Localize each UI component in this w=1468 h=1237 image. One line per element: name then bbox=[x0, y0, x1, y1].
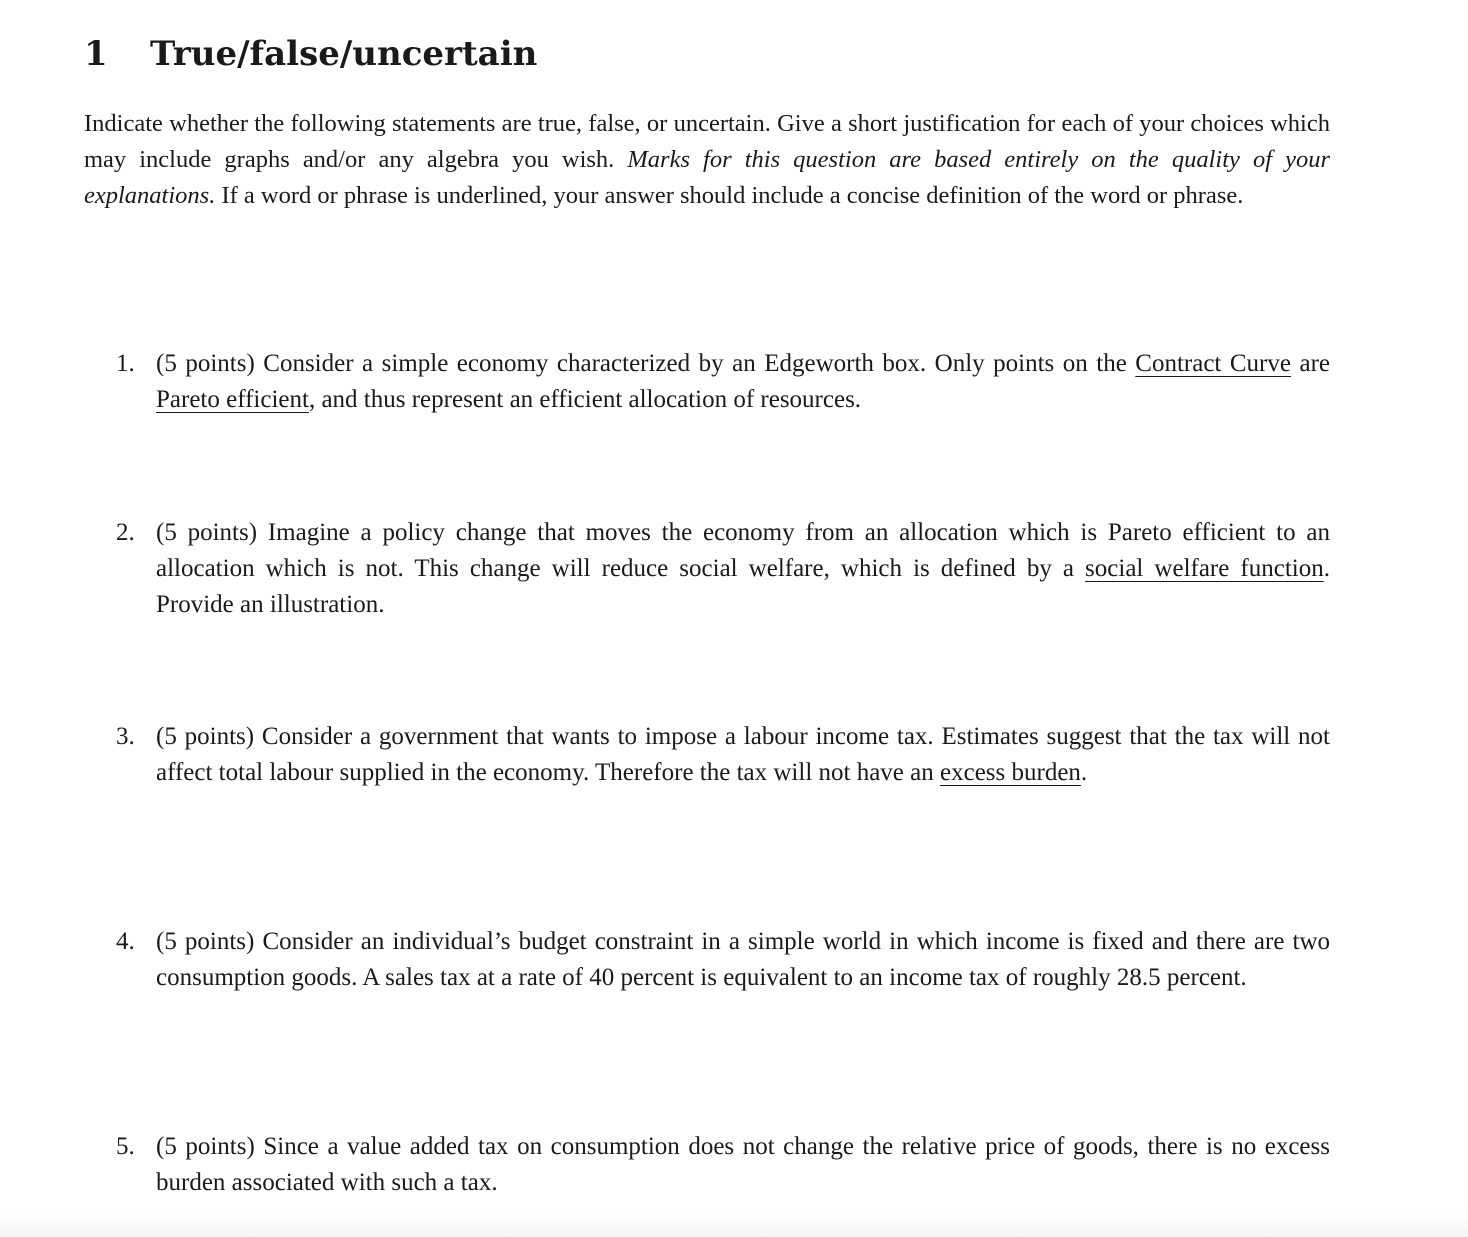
question-text: Consider a simple economy characterized by an Edgeworth box. Only points on the bbox=[263, 350, 1127, 377]
question-body bbox=[156, 1129, 1330, 1201]
question-2 bbox=[116, 515, 1330, 623]
question-3 bbox=[116, 719, 1330, 791]
question-1 bbox=[116, 346, 1330, 418]
question-number: 2. bbox=[116, 519, 135, 546]
page-bottom-edge bbox=[0, 1213, 1468, 1237]
question-text: Since a value added tax on consumption does not change the relative price of goods, there is no excess burden associated with such a tax. bbox=[156, 1133, 1330, 1196]
section-title: True/false/uncertain bbox=[150, 34, 538, 74]
underlined-term-social-welfare-function: social welfare function bbox=[1085, 555, 1324, 582]
question-5 bbox=[116, 1129, 1330, 1201]
question-points: (5 points) bbox=[156, 1133, 255, 1160]
instructions-paragraph bbox=[84, 106, 1330, 214]
section-heading bbox=[84, 32, 537, 76]
question-text: Consider a government that wants to impose a labour income tax. Estimates suggest that the tax will not affect total labour supplied in the economy. Therefore the tax will not have an bbox=[156, 723, 1330, 786]
question-body bbox=[156, 515, 1330, 623]
question-text: Consider an individual’s budget constraint in a simple world in which income is fixed and there are two consumption goods. A sales tax at a rate of 40 percent is equivalent to an income tax of roughly 28.5 percent. bbox=[156, 928, 1331, 991]
question-number: 4. bbox=[116, 928, 135, 955]
question-number: 1. bbox=[116, 350, 135, 377]
underlined-term-excess-burden: excess burden bbox=[940, 759, 1081, 786]
underlined-term-contract-curve: Contract Curve bbox=[1135, 350, 1291, 377]
question-text: . bbox=[1080, 759, 1088, 786]
question-text: . Provide an illustration. bbox=[156, 555, 1330, 618]
underlined-term-pareto-efficient: Pareto efficient bbox=[156, 386, 309, 413]
question-body bbox=[156, 924, 1330, 996]
question-4 bbox=[116, 924, 1330, 996]
question-number: 3. bbox=[116, 723, 135, 750]
instructions-emphasis: Marks for this question are based entirely on the quality of your explanations. bbox=[84, 146, 1330, 209]
instructions-underline-note: If a word or phrase is underlined, your answer should include a concise definition of the word or phrase. bbox=[221, 182, 1244, 209]
question-text: Imagine a policy change that moves the economy from an allocation which is Pareto efficient to an allocation which is not. This change will reduce social welfare, which is defined by a bbox=[156, 519, 1330, 582]
question-body bbox=[156, 719, 1330, 791]
question-text: , and thus represent an efficient allocation of resources. bbox=[308, 386, 862, 413]
question-points: (5 points) bbox=[156, 519, 258, 546]
question-number: 5. bbox=[116, 1133, 135, 1160]
section-number: 1 bbox=[84, 34, 108, 74]
question-points: (5 points) bbox=[156, 350, 255, 377]
question-text: are bbox=[1299, 350, 1331, 377]
question-body bbox=[156, 346, 1330, 418]
question-points: (5 points) bbox=[156, 928, 255, 955]
instructions-text: Indicate whether the following statements are true, false, or uncertain. Give a short justification for each of your choices which may include graphs and/or any algebra you wish. bbox=[84, 110, 1330, 173]
question-points: (5 points) bbox=[156, 723, 255, 750]
